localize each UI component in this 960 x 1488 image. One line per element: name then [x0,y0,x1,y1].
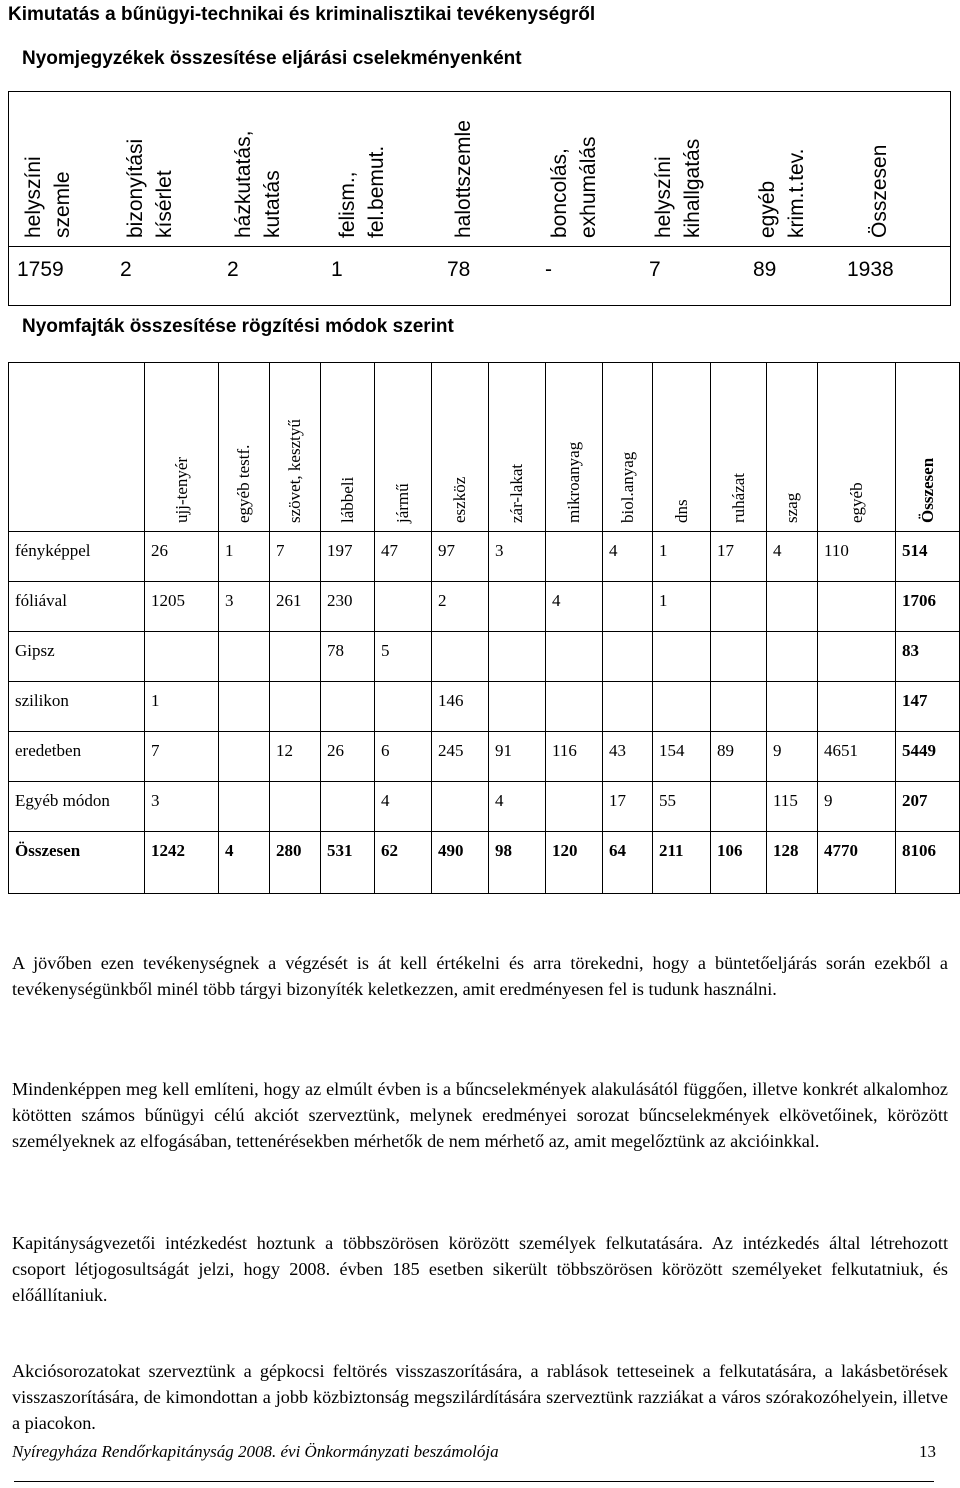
table2-cell: 4 [381,791,390,810]
table2-header: egyéb testf. [234,444,253,523]
table2-column-rule [218,363,219,893]
table1-header-line1: helyszíni [652,156,675,238]
table-divider [9,246,950,247]
table1-value: 2 [120,258,132,281]
page-title: Kimutatás a bűnügyi-technikai és kriminalisztikai tevékenységről [8,4,596,25]
section-title-trace-types: Nyomfajták összesítése rögzítési módok szerint [22,316,454,337]
table2-cell: 230 [327,591,353,610]
table1-header-line1: felism., [336,171,359,238]
table2-row-label: fóliával [15,591,67,610]
table2-row-rule [9,831,959,832]
table2-column-rule [488,363,489,893]
table2-row-rule [9,531,959,532]
table1-header-line2: krim.t.tev. [785,148,808,238]
table2-cell: 47 [381,541,398,560]
table2-column-rule [269,363,270,893]
table2-row-rule [9,681,959,682]
table2-header: ruházat [728,472,748,523]
table2-cell: 110 [824,541,849,560]
table1-header-line2: kutatás [261,170,284,238]
table1-header [649,139,707,238]
table2-cell: 4 [552,591,561,610]
table2-cell: 106 [717,841,743,860]
table2-cell: 98 [495,841,512,860]
table1-value: 1938 [847,258,894,281]
paragraph-4: Akciósorozatokat szerveztünk a gépkocsi feltörés visszaszorítására, a rablások tetteseinek a felkutatására, a lakásbetörések visszaszorítására, de kimondottan a jobb közbiztonság megszilárdítására szerveztünk razziákat a város szórakozóhelyein, illetve a piacokon. [12,1361,948,1433]
table2-header: mikroanyag [564,441,583,523]
table1-header-line1: boncolás, [548,148,571,238]
table2-header: egyéb [846,482,866,523]
table2-cell: 1 [659,591,668,610]
table2-cell: 97 [438,541,455,560]
table2-cell: 3 [225,591,234,610]
table2-cell: 490 [438,841,464,860]
table2-cell: 146 [438,691,464,710]
table2-cell: 531 [327,841,353,860]
table2-header: biol.anyag [617,451,637,523]
table2-cell: 5449 [902,741,936,760]
table2-column-rule [545,363,546,893]
paragraph-2: Mindenképpen meg kell említeni, hogy az elmúlt évben is a bűncselekmények alakulásától függően, illetve konkrét alkalomhoz kötötten számos bűnügyi célú akciót szerveztünk, melynek eredményei sorozat bűncselekmények elkövetőinek, körözött személyeknek az elfogásában, tettenérésekben mérhetők de nem mérhető az, amit megelőztünk az akcióinkkal. [12,1079,948,1151]
table1-header-line1: helyszíni [22,156,45,238]
section-title-traces-by-procedure: Nyomjegyzékek összesítése eljárási cselekményenként [22,48,522,69]
table2-row-rule [9,781,959,782]
table2-row-label: fényképpel [15,541,91,560]
table2-column-rule [652,363,653,893]
paragraph-3: Kapitányságvezetői intézkedést hoztunk a többszörösen körözött személyek felkutatására. Az intézkedés által létrehozott csoport létjogosultságát jelzi, hogy 2008. évben 185 esetben sikerült többszörösen körözött személyeket felkutatniuk, és előállítaniuk. [12,1233,948,1305]
table2-cell: 120 [552,841,578,860]
table1-header-line1: egyéb [756,180,779,238]
table1-value: 78 [447,258,471,281]
table2-cell: 12 [276,741,293,760]
table2-cell: 3 [151,791,160,810]
table2-cell: 8106 [902,841,936,860]
table2-cell: 1 [151,691,160,710]
table1-header-line2: kísérlet [153,170,176,238]
table2-cell: 1706 [902,591,936,610]
table2-header: dns [671,499,691,523]
table1-header-line1: halottszemle [452,120,475,238]
table2-cell: 128 [773,841,799,860]
table2-cell: 261 [276,591,302,610]
table2-cell: 6 [381,741,390,760]
table2-cell: 4 [773,541,782,560]
table2-header: eszköz [450,476,469,523]
footer-rule [14,1481,934,1482]
table2-cell: 17 [609,791,626,810]
table2-header: zár-lakat [507,463,526,523]
table2-cell: 7 [276,541,285,560]
table2-header: ujj-tenyér [171,456,191,523]
table2-cell: 26 [327,741,344,760]
table2-row-rule [9,581,959,582]
table2-cell: 4 [495,791,504,810]
table1-header-line2: fel.bemut. [365,145,388,238]
page-footer [12,1442,948,1462]
table2-row-label: szilikon [15,691,69,710]
table2-cell: 1242 [151,841,185,860]
table2-cell: 62 [381,841,398,860]
table2-row-rule [9,631,959,632]
table2-cell: 1 [659,541,668,560]
table2-cell: 147 [902,691,928,710]
table2-row-label: Összesen [15,841,81,860]
table1-header [333,146,391,238]
table1-value: - [545,258,552,281]
table2-column-rule [895,363,896,893]
table2-cell: 9 [773,741,782,760]
page-number: 13 [919,1442,936,1461]
table2-cell: 89 [717,741,734,760]
table2-cell: 17 [717,541,734,560]
table2-header: lábbeli [337,476,357,523]
table2-cell: 4651 [824,741,858,760]
procedure-summary-table [8,91,951,306]
table2-header: Összesen [917,457,937,523]
table2-row-rule [9,731,959,732]
table2-cell: 9 [824,791,833,810]
table2-cell: 1 [225,541,234,560]
table1-header [121,139,179,238]
trace-type-table [8,362,960,894]
table2-cell: 197 [327,541,353,560]
table2-cell: 55 [659,791,676,810]
table1-header-line2: szemle [51,171,74,238]
table2-column-rule [144,363,145,893]
table1-value: 2 [227,258,239,281]
table2-cell: 4770 [824,841,858,860]
table2-cell: 43 [609,741,626,760]
table1-header-line1: bizonyítási [124,138,147,238]
table2-cell: 116 [552,741,577,760]
table1-header [865,145,894,238]
table1-header-line2: exhumálás [577,136,600,238]
table1-header-line2: kihallgatás [681,138,704,238]
table2-cell: 91 [495,741,512,760]
table2-cell: 1205 [151,591,185,610]
table2-row-label: Egyéb módon [15,791,110,810]
table1-value: 1759 [17,258,64,281]
table2-cell: 78 [327,641,344,660]
table2-cell: 26 [151,541,168,560]
table1-header [229,131,287,238]
table2-column-rule [766,363,767,893]
table2-cell: 4 [609,541,618,560]
table2-cell: 154 [659,741,685,760]
table1-header [545,136,603,238]
table2-header: szövet, kesztyű [285,419,304,523]
table2-column-rule [602,363,603,893]
table2-cell: 4 [225,841,234,860]
table2-column-rule [320,363,321,893]
table2-column-rule [710,363,711,893]
table1-header-line1: Összesen [868,144,891,238]
table2-cell: 3 [495,541,504,560]
table1-value: 1 [331,258,343,281]
table2-cell: 115 [773,791,798,810]
table2-cell: 245 [438,741,464,760]
table2-cell: 2 [438,591,447,610]
table1-value: 7 [649,258,661,281]
table2-row-label: Gipsz [15,641,55,660]
table2-column-rule [431,363,432,893]
footer-text: Nyíregyháza Rendőrkapitányság 2008. évi Önkormányzati beszámolója [12,1442,499,1461]
table2-header: jármű [393,483,412,523]
table1-header [19,156,77,238]
paragraph-1: A jövőben ezen tevékenységnek a végzését is át kell értékelni és arra törekedni, hogy a büntetőeljárás során ezekből a tevékenységünkből minél több tárgyi bizonyíték keletkezzen, amit eredményesen fel is tudunk használni. [12,953,948,999]
table2-header: szag [782,492,801,523]
table2-cell: 7 [151,741,160,760]
table1-header [753,149,811,238]
table2-cell: 64 [609,841,626,860]
table2-cell: 5 [381,641,390,660]
table2-cell: 514 [902,541,928,560]
table2-cell: 207 [902,791,928,810]
table2-column-rule [374,363,375,893]
table2-cell: 83 [902,641,919,660]
table2-column-rule [817,363,818,893]
table1-header [449,120,478,238]
table2-row-label: eredetben [15,741,82,760]
table2-cell: 211 [659,841,684,860]
table2-cell: 280 [276,841,302,860]
table1-header-line1: házkutatás, [232,130,255,238]
table1-value: 89 [753,258,777,281]
